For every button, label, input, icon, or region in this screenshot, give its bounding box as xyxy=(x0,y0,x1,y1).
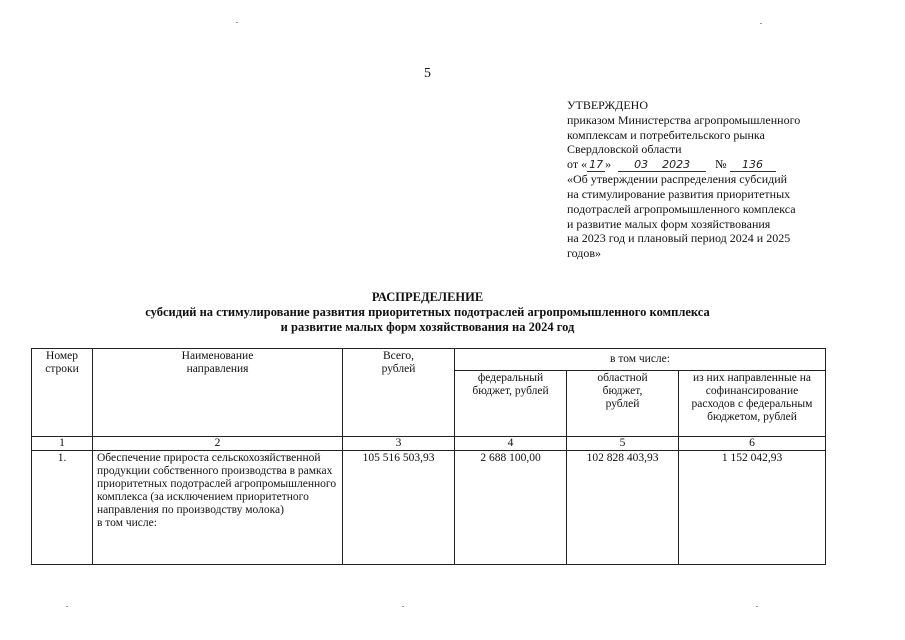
row-number: 1. xyxy=(32,451,93,565)
row-regional: 102 828 403,93 xyxy=(567,451,679,565)
table-row xyxy=(32,451,826,565)
order-subject-line: и развитие малых форм хозяйствования xyxy=(567,216,771,231)
order-month-year xyxy=(618,159,706,172)
order-subject-line: годов» xyxy=(567,246,602,261)
row-direction-name xyxy=(93,451,343,565)
table-header-row xyxy=(32,349,826,371)
row-cofinancing: 1 152 042,93 xyxy=(679,451,826,565)
header-federal: федеральный бюджет, рублей xyxy=(455,371,567,437)
order-year: 2023 xyxy=(662,158,691,172)
approval-block xyxy=(567,98,837,261)
order-subject-line: подотраслей агропромышленного комплекса xyxy=(567,201,796,216)
quote-close: » xyxy=(605,157,612,172)
column-number: 5 xyxy=(567,437,679,451)
order-month: 03 xyxy=(634,158,649,172)
approval-line: приказом Министерства агропромышленного xyxy=(567,112,801,127)
order-from-prefix: от « xyxy=(567,157,588,172)
order-subject-line: на стимулирование развития приоритетных xyxy=(567,186,791,201)
document-title: РАСПРЕДЕЛЕНИЕ xyxy=(371,290,484,304)
page-number: 5 xyxy=(424,66,431,81)
column-number-row xyxy=(32,437,826,451)
header-direction: Наименование направления xyxy=(93,349,343,437)
header-total: Всего, рублей xyxy=(343,349,455,437)
order-number: 136 xyxy=(730,159,776,172)
header-regional: областной бюджет, рублей xyxy=(567,371,679,437)
header-cofinancing: из них направленные на софинансирование расходов с федеральным бюджетом, рублей xyxy=(679,371,826,437)
document-subtitle: субсидий на стимулирование развития приоритетных подотраслей агропромышленного комплекса xyxy=(145,305,710,319)
scan-speck xyxy=(760,23,762,24)
row-federal: 2 688 100,00 xyxy=(455,451,567,565)
document-title-block xyxy=(40,290,815,335)
row-total: 105 516 503,93 xyxy=(343,451,455,565)
column-number: 1 xyxy=(32,437,93,451)
order-subject-line: на 2023 год и плановый период 2024 и 2025 xyxy=(567,231,791,246)
order-subject-line: «Об утверждении распределения субсидий xyxy=(567,172,788,187)
order-day: 17 xyxy=(589,158,604,172)
column-number: 6 xyxy=(679,437,826,451)
number-sign: № xyxy=(715,157,727,172)
header-row-number: Номер строки xyxy=(32,349,93,437)
column-number: 4 xyxy=(455,437,567,451)
scan-speck xyxy=(66,606,68,607)
approval-line: Свердловской области xyxy=(567,142,682,157)
order-date-line xyxy=(567,157,837,172)
column-number: 2 xyxy=(93,437,343,451)
column-number: 3 xyxy=(343,437,455,451)
approval-heading: УТВЕРЖДЕНО xyxy=(567,98,649,112)
header-including: в том числе: xyxy=(455,349,826,371)
scan-speck xyxy=(236,22,238,23)
scan-speck xyxy=(756,606,758,607)
distribution-table xyxy=(31,348,826,565)
document-subtitle: и развитие малых форм хозяйствования на 2024 год xyxy=(280,320,575,334)
direction-suffix: в том числе: xyxy=(97,517,157,529)
direction-text: Обеспечение прироста сельскохозяйственной продукции собственного производства в рамках приоритетных подотраслей агропромышленного комплекса (за исключением приоритетного направления по производству молока) xyxy=(97,452,337,516)
scan-speck xyxy=(402,606,404,607)
approval-line: комплексам и потребительского рынка xyxy=(567,127,765,142)
